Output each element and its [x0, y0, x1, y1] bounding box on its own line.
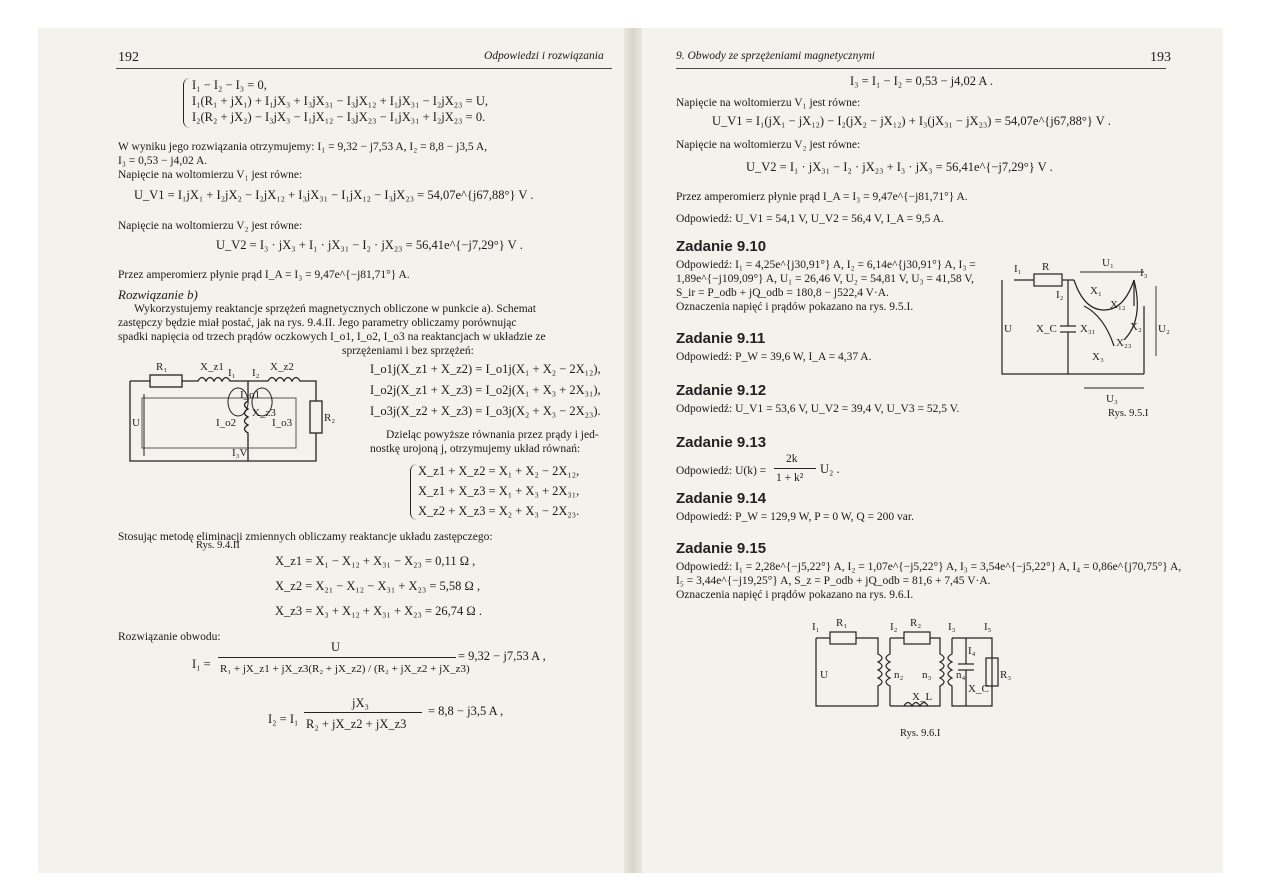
- v1-equation: U_V1 = I₁(jX₁ − jX₁₂) − I₂(jX₂ − jX₁₂) + I₃(jX₃₁ − jX₂₃) = 54,07e^{j67,88°} V .: [712, 114, 1111, 128]
- task-9-10-line-2: 1,89e^{−j109,09°} A, U₁ = 26,46 V, U₂ = 54,81 V, U₃ = 41,58 V,: [676, 273, 974, 285]
- task-9-13-rhs: U₂ .: [820, 462, 840, 476]
- system-eq-2: I₁(R₁ + jX₁) + I₁jX₃ + I₃jX₃₁ − I₃jX₁₂ + I₁jX₃₁ − I₂jX₂₃ = U,: [192, 94, 488, 108]
- fig961-label-n2: n₂: [894, 669, 904, 681]
- loop-eq-3: I_o3j(X_z2 + X_z3) = I_o3j(X₂ + X₃ − 2X₂₃).: [370, 404, 601, 418]
- fig961-label-r3: R₃: [1000, 669, 1012, 681]
- task-9-11-title: Zadanie 9.11: [676, 330, 766, 347]
- book-scan: [38, 28, 1223, 873]
- v2-intro: Napięcie na woltomierzu V₂ jest równe:: [118, 220, 303, 232]
- figure-9-6-I-caption: Rys. 9.6.I: [900, 728, 941, 739]
- v1-equation: U_V1 = I₁jX₁ + I₂jX₂ − I₂jX₁₂ + I₃jX₃₁ − I₁jX₁₂ − I₃jX₂₃ = 54,07e^{j67,88°} V .: [134, 188, 534, 202]
- loop-eq-2: I_o2j(X_z1 + X_z3) = I_o2j(X₁ + X₃ + 2X₃₁),: [370, 383, 601, 397]
- fig951-label-i3: I₃: [1140, 267, 1148, 279]
- fig951-label-u1: U₁: [1102, 257, 1114, 269]
- v2-equation: U_V2 = I₃ · jX₃ + I₁ · jX₃₁ − I₂ · jX₂₃ = 56,41e^{−j7,29°} V .: [216, 238, 523, 252]
- task-9-14-title: Zadanie 9.14: [676, 490, 767, 507]
- fig-label-i2: I₂: [252, 367, 260, 379]
- fig-label-xz1: X_z1: [200, 361, 224, 373]
- system2-eq-2: X_z1 + X_z3 = X₁ + X₃ + 2X₃₁,: [418, 484, 580, 498]
- i2-result: = 8,8 − j3,5 A ,: [428, 704, 504, 718]
- figure-9-4-II: [120, 356, 340, 476]
- divide-line-2: nostkę urojoną j, otrzymujemy układ równań:: [370, 443, 581, 455]
- fig951-label-x1: X₁: [1090, 285, 1102, 297]
- fig-label-xz2: X_z2: [270, 361, 294, 373]
- fig951-label-x12: X₁₂: [1110, 299, 1126, 311]
- right-page: [638, 28, 1223, 873]
- fig961-label-i3: I₃: [948, 621, 956, 633]
- elimination-intro: Stosując metodę eliminacji zmiennych obliczamy reaktancje układu zastępczego:: [118, 531, 493, 543]
- fig-label-xz3: X_z3: [252, 407, 276, 419]
- task-9-11-answer: Odpowiedź: P_W = 39,6 W, I_A = 4,37 A.: [676, 351, 872, 363]
- paragraph-b-3: spadki napięcia od trzech prądów oczkowych I_o1, I_o2, I_o3 na reaktancjach w układzie ze: [118, 331, 546, 343]
- running-head: 9. Obwody ze sprzężeniami magnetycznymi: [676, 50, 875, 62]
- equation-brace: [183, 78, 190, 128]
- v1-intro: Napięcie na woltomierzu V₁ jest równe:: [676, 97, 861, 109]
- fig951-label-x23: X₂₃: [1116, 337, 1132, 349]
- fig-label-io3: I_o3: [272, 417, 293, 429]
- page-number: 192: [118, 50, 139, 65]
- i1-numerator: U: [331, 640, 341, 654]
- i1-lhs: I₁ =: [192, 657, 211, 671]
- paragraph-b-2: zastępczy będzie miał postać, jak na rys. 9.4.II. Jego parametry obliczamy porównując: [118, 317, 517, 329]
- task-9-15-line-3: Oznaczenia napięć i prądów pokazano na rys. 9.6.I.: [676, 589, 914, 601]
- i2-denominator: R₂ + jX_z2 + jX_z3: [306, 717, 407, 731]
- task-9-10-line-3: S_ir = P_odb + jQ_odb = 180,8 − j522,4 V·A.: [676, 287, 889, 299]
- system-eq-1: I₁ − I₂ − I₃ = 0,: [192, 78, 267, 92]
- v2-equation: U_V2 = I₁ · jX₃₁ − I₂ · jX₂₃ + I₃ · jX₃ = 56,41e^{−j7,29°} V .: [746, 160, 1053, 174]
- task-9-10-line-1: Odpowiedź: I₁ = 4,25e^{j30,91°} A, I₂ = 6,14e^{j30,91°} A, I₃ =: [676, 259, 976, 271]
- figure-9-5-I: [994, 246, 1174, 406]
- paragraph-b-1: Wykorzystujemy reaktancje sprzężeń magnetycznych obliczone w punkcie a). Schemat: [134, 303, 536, 315]
- header-rule: [676, 68, 1166, 69]
- solve-intro: Rozwiązanie obwodu:: [118, 631, 221, 643]
- fig961-label-xl: X_L: [912, 691, 933, 703]
- fig951-label-u3: U₃: [1106, 393, 1118, 405]
- fig-label-i1: I₁: [228, 367, 236, 379]
- divide-line-1: Dzieląc powyższe równania przez prądy i jed-: [386, 429, 599, 441]
- i2-numerator: jX₃: [352, 696, 369, 710]
- figure-9-5-I-caption: Rys. 9.5.I: [1108, 408, 1149, 419]
- fig-label-io2: I_o2: [216, 417, 237, 429]
- task-9-12-answer: Odpowiedź: U_V1 = 53,6 V, U_V2 = 39,4 V, U_V3 = 52,5 V.: [676, 403, 960, 415]
- section-b-title: Rozwiązanie b): [118, 287, 198, 302]
- fig951-label-u2: U₂: [1158, 323, 1170, 335]
- xz2-equation: X_z2 = X₂₁ − X₁₂ − X₃₁ + X₂₃ = 5,58 Ω ,: [275, 579, 481, 593]
- fig-label-r1: R₁: [156, 361, 168, 373]
- task-9-15-line-1: Odpowiedź: I₁ = 2,28e^{−j5,22°} A, I₂ = 1,07e^{−j5,22°} A, I₃ = 3,54e^{−j5,22°} A, I₄ = 0,86e^{j70,75°} A,: [676, 561, 1182, 573]
- i1-result: = 9,32 − j7,53 A ,: [458, 649, 546, 663]
- task-9-15-line-2: I₅ = 3,44e^{−j19,25°} A, S_z = P_odb + jQ_odb = 81,6 + 7,45 V·A.: [676, 575, 991, 587]
- task-9-14-answer: Odpowiedź: P_W = 129,9 W, P = 0 W, Q = 200 var.: [676, 511, 914, 523]
- fig961-label-i4: I₄: [968, 645, 976, 657]
- task-9-10-line-4: Oznaczenia napięć i prądów pokazano na rys. 9.5.I.: [676, 301, 914, 313]
- system2-eq-3: X_z2 + X_z3 = X₂ + X₃ − 2X₂₃.: [418, 504, 580, 518]
- i2-fraction-bar: [304, 712, 422, 713]
- ammeter-line: Przez amperomierz płynie prąd I_A = I₃ = 9,47e^{−j81,71°} A.: [676, 191, 968, 203]
- left-page: [38, 28, 628, 873]
- fig951-label-i1: I₁: [1014, 263, 1022, 275]
- system-eq-3: I₂(R₂ + jX₂) − I₃jX₃ − I₁jX₁₂ − I₃jX₂₃ − I₁jX₃₁ + I₂jX₂₃ = 0.: [192, 110, 486, 124]
- task-9-12-title: Zadanie 9.12: [676, 382, 767, 399]
- ammeter-line: Przez amperomierz płynie prąd I_A = I₃ = 9,47e^{−j81,71°} A.: [118, 269, 410, 281]
- fig951-label-xc: X_C: [1036, 323, 1057, 335]
- fig961-label-u: U: [820, 669, 828, 681]
- fig951-label-x31: X₃₁: [1080, 323, 1096, 335]
- fig961-label-xc: X_C: [968, 683, 989, 695]
- task-9-13-title: Zadanie 9.13: [676, 434, 767, 451]
- fig951-label-x3: X₃: [1092, 351, 1104, 363]
- i1-fraction-bar: [218, 657, 456, 658]
- result-line-2: I₃ = 0,53 − j4,02 A.: [118, 155, 208, 167]
- fig961-label-i5: I₅: [984, 621, 992, 633]
- task-9-13-lhs: Odpowiedź: U(k) =: [676, 465, 767, 477]
- task-9-10-title: Zadanie 9.10: [676, 238, 767, 255]
- xz1-equation: X_z1 = X₁ − X₁₂ + X₃₁ − X₂₃ = 0,11 Ω ,: [275, 554, 476, 568]
- v2-intro: Napięcie na woltomierzu V₂ jest równe:: [676, 139, 861, 151]
- result-line-1: W wyniku jego rozwiązania otrzymujemy: I₁ = 9,32 − j7,53 A, I₂ = 8,8 − j3,5 A,: [118, 141, 488, 153]
- answer-9-9: Odpowiedź: U_V1 = 54,1 V, U_V2 = 56,4 V, I_A = 9,5 A.: [676, 213, 944, 225]
- fig951-label-x2: X₂: [1130, 321, 1142, 333]
- loop-eq-1: I_o1j(X_z1 + X_z2) = I_o1j(X₁ + X₂ − 2X₁₂),: [370, 362, 601, 376]
- running-head: Odpowiedzi i rozwiązania: [484, 50, 604, 62]
- fig-label-i3: I₃V: [232, 447, 248, 459]
- fig-label-r2: R₂: [324, 412, 336, 424]
- fig951-label-r: R: [1042, 261, 1050, 273]
- paragraph-b-4: sprzężeniami i bez sprzężeń:: [342, 345, 474, 357]
- task-9-15-title: Zadanie 9.15: [676, 540, 767, 557]
- i3-equation: I₃ = I₁ − I₂ = 0,53 − j4,02 A .: [850, 74, 994, 88]
- i1-denominator: R₁ + jX_z1 + jX_z3(R₂ + jX_z2) / (R₂ + jX_z2 + jX_z3): [220, 663, 470, 675]
- figure-9-6-I: [806, 608, 1012, 718]
- fig961-label-n3: n₃: [922, 669, 932, 681]
- fig961-label-n4: n₄: [956, 669, 966, 681]
- i2-lhs: I₂ = I₁: [268, 712, 299, 726]
- system2-eq-1: X_z1 + X_z2 = X₁ + X₂ − 2X₁₂,: [418, 464, 580, 478]
- fig961-label-r2: R₂: [910, 617, 922, 629]
- fig961-label-i2: I₂: [890, 621, 898, 633]
- fig951-label-u: U: [1004, 323, 1012, 335]
- task-9-13-numerator: 2k: [786, 453, 798, 465]
- fig961-label-i1: I₁: [812, 621, 820, 633]
- v1-intro: Napięcie na woltomierzu V₁ jest równe:: [118, 169, 303, 181]
- fig961-label-r1: R₁: [836, 617, 848, 629]
- task-9-13-fraction-bar: [774, 468, 816, 469]
- header-rule: [116, 68, 612, 69]
- fig951-label-i2: I₂: [1056, 289, 1064, 301]
- fig-label-io1: I_o1: [240, 389, 261, 401]
- xz3-equation: X_z3 = X₃ + X₁₂ + X₃₁ + X₂₃ = 26,74 Ω .: [275, 604, 482, 618]
- fig-label-u: U: [132, 417, 140, 429]
- task-9-13-denominator: 1 + k²: [776, 472, 804, 484]
- system2-brace: [410, 464, 417, 520]
- figure-caption: Rys. 9.4.II: [196, 540, 240, 551]
- page-number: 193: [1150, 50, 1171, 65]
